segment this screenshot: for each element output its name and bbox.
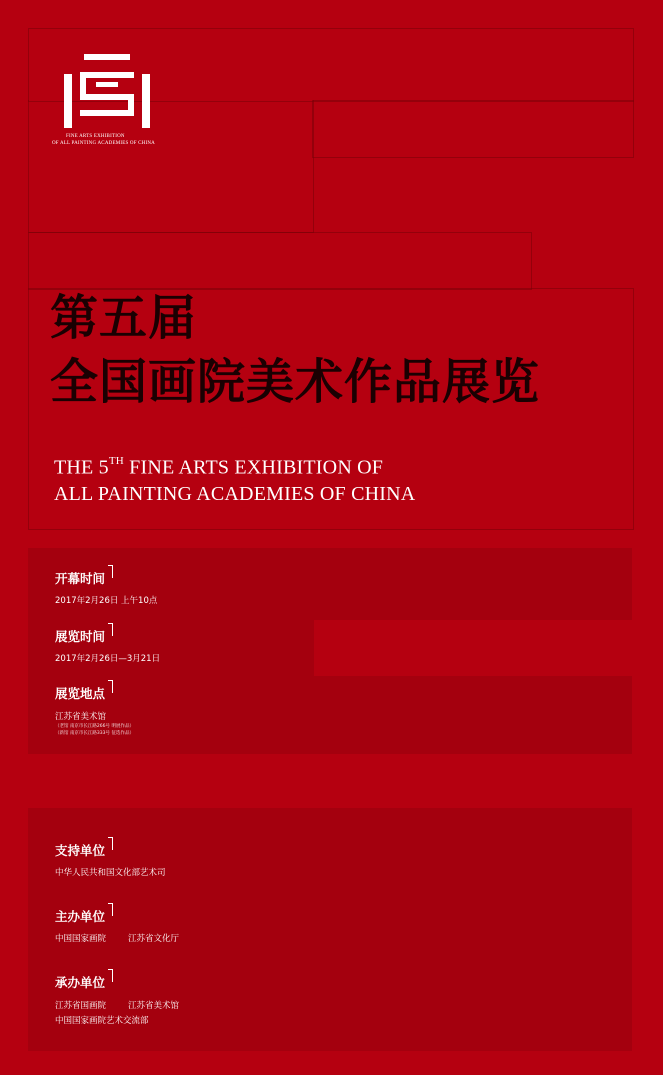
organizing-unit-label: 承办单位 <box>55 973 113 991</box>
title-en-line2: ALL PAINTING ACADEMIES OF CHINA <box>54 482 416 505</box>
title-chinese <box>50 286 650 414</box>
organizing-unit-item: 江苏省美术馆 <box>128 1001 180 1011</box>
venue-note-2: （新馆 南京市长江路333号 征选作品） <box>55 731 134 736</box>
exhibition-period-label: 展览时间 <box>55 627 113 645</box>
title-english <box>54 450 614 507</box>
support-unit-label: 支持单位 <box>55 841 113 859</box>
opening-time-block <box>55 568 157 608</box>
host-unit-label: 主办单位 <box>55 907 113 925</box>
organizing-unit-values <box>55 999 179 1013</box>
opening-time-label: 开幕时间 <box>55 569 113 587</box>
venue-block <box>55 683 134 737</box>
title-cn-line1: 第五届 <box>50 290 198 346</box>
frame-outline-2 <box>312 100 634 158</box>
title-en-prefix: THE 5 <box>54 456 109 479</box>
host-unit-values <box>55 933 179 946</box>
title-cn-line2: 全国画院美术作品展览 <box>50 354 541 410</box>
host-unit-item: 中国国家画院 <box>55 934 107 944</box>
opening-time-value: 2017年2月26日 上午10点 <box>55 596 158 606</box>
venue-note-1: （老馆 南京市长江路266号 明展作品） <box>55 724 134 729</box>
title-en-suffix: FINE ARTS EXHIBITION OF <box>123 456 384 479</box>
host-unit-item: 江苏省文化厅 <box>128 934 180 944</box>
organizing-unit-item: 江苏省国画院 <box>55 1001 107 1011</box>
organizing-unit-item: 中国国家画院艺术交流部 <box>55 1016 149 1026</box>
academy-seal-icon <box>62 52 152 132</box>
venue-value: 江苏省美术馆 <box>55 712 107 722</box>
logo-caption-line1: FINE ARTS EXHIBITION <box>66 134 125 139</box>
exhibition-period-value: 2017年2月26日—3月21日 <box>55 654 161 664</box>
frame-outline-4 <box>28 232 532 290</box>
logo-caption-line2: OF ALL PAINTING ACADEMIES OF CHINA <box>52 141 155 146</box>
exhibition-period-block <box>55 626 160 666</box>
organizing-unit-block <box>55 972 179 1028</box>
title-en-sup: TH <box>108 455 124 467</box>
venue-label: 展览地点 <box>55 684 113 702</box>
support-unit-block <box>55 840 166 880</box>
logo-caption <box>52 133 162 147</box>
host-unit-block <box>55 906 179 946</box>
support-unit-value: 中华人民共和国文化部艺术司 <box>55 868 166 878</box>
